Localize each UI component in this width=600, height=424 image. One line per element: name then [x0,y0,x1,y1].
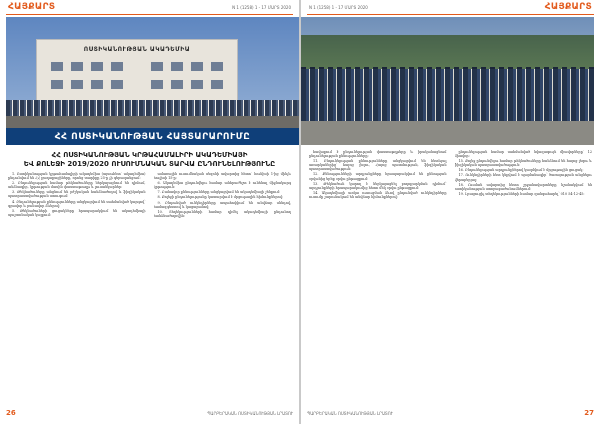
parade-ground [301,121,594,145]
window [71,62,83,71]
paragraph: 18. Ուսման ավարտից հետո շրջանավարտները նշանակվում են ոստիկանության ստորաբաժանումներում: [454,182,592,191]
paragraph: 5. Թեկնածուների ցուցակները հրապարակվում են ակադեմիայի պաշտոնական կայքում: [8,208,146,217]
paragraph: 4. Ընդունելության քննությունները անցկացվում են սահմանված կարգով՝ գրավոր և բանավոր ձևերով: [8,199,146,208]
paragraph: 11. Ընդունելության քննությունները անցկացվում են հետևյալ առարկաներից՝ հայոց լեզու, Հայոց պատմություն, ֆիզիկական պատրաստվածություն: [309,159,447,172]
window [91,62,103,71]
paragraph: 10. Տեղեկությունների համար դիմել ակադեմիայի ընդունող հանձնաժողովին: [153,209,291,218]
building-sign: ՈՍՏԻԿԱՆՈՒԹՅԱՆ ԱԿԱԴԵՄԻԱ [83,46,191,53]
window [191,62,203,71]
issue-info: N 1 (1258) 1 - 17 ՄԱՐՏ 2020 [309,4,368,10]
paragraph: 8. Քոլեջի ընդունելությունը կատարվում է մրցութային հիմունքներով: [157,195,284,200]
article-title [6,151,293,169]
article-column-2 [455,150,593,402]
page-number: 27 [584,409,594,417]
article-column-2 [154,172,292,402]
header-rule [307,14,594,15]
paragraph: 3. Թեկնածուները անցնում են բժշկական հանձնաժողով և ֆիզիկական պատրաստվածության ստուգում: [8,190,146,199]
paragraph: 2. Ընդունելության համար թեկնածուները ներկայացնում են դիմում, անձնագիր, կրթության մասին փաստաթուղթ և լուսանկարներ: [8,181,146,190]
window [71,80,83,89]
paragraph: 17. Ունկնդիրների հետ կնքվում է պայմանագիր՝ ծառայության անցնելու վերաբերյալ: [454,173,592,182]
paragraph: 16. Ընդունելության արդյունքներով կազմվում է մրցութային ցուցակ: [458,168,584,173]
paragraph: 15. Քոլեջ ընդունվելու համար թեկնածուները հանձնում են հայոց լեզու և ֆիզիկական պատրաստվածություն: [454,159,592,168]
window [191,80,203,89]
right-page [301,0,600,424]
window [151,62,163,71]
window [171,80,183,89]
article-column-1 [309,150,447,402]
academy-building-photo [6,17,299,140]
page-footer [307,408,594,418]
paragraph: 9. Ընդունված ունկնդիրները ապահովվում են անվճար սննդով, համազգեստով և կացարանով: [153,200,291,209]
paragraph: 7. Բանավոր քննությունները անցկացվում են ակադեմիայի շենքում: [157,190,281,195]
paragraph: 19. Լրացուցիչ տեղեկությունների համար զանգահարել՝ 010 54-12-45: [458,191,585,196]
article-columns [309,150,592,402]
footer-text: ՊԱՐԲԵՐԱԿԱՆ ՈՍՏԻԿԱՆՈՒԹՅԱՆ ԼՐԱՏՈՒ [307,410,393,416]
paragraph: 12. Քննությունների արդյունքները հրապարակվում են քննության օրվանից երեք օրվա ընթացքում: [309,172,447,181]
footer-text: ՊԱՐԲԵՐԱԿԱՆ ՈՍՏԻԿԱՆՈՒԹՅԱՆ ԼՐԱՏՈՒ [207,410,293,416]
header-rule [6,14,293,15]
paragraph: ամառային ուսումնական սեզոնի ավարտից հետո՝ հունիսի 1-ից մինչև հուլիսի 15-ը: [153,172,291,181]
window [111,80,123,89]
headline-banner [6,128,299,145]
window [51,62,63,71]
window [111,62,123,71]
paragraph: 13. Թեկնածուն կարող է ներկայացնել բողոքարկման դիմում՝ արդյունքների հրապարակումից հետո մեկ օրվա ընթացքում: [309,181,447,190]
headline-text: ՀՀ ՈՍՏԻԿԱՆՈՒԹՅԱՆ ՀԱՅՏԱՐԱՐՈՒՄԸ [54,131,251,142]
article-columns [8,172,291,402]
left-page [0,0,299,424]
police-formation-photo [301,17,594,145]
magazine-logo: ՀԱՅՔԱՐՏ [544,2,592,12]
paragraph: 1. Ոստիկանության կրթահամալիրի ակադեմիա (այսուհետ՝ ակադեմիա) ընդունվում են ՀՀ քաղաքացիները, որոնց տարիքը 25-ը չի գերազանցում: [8,172,146,181]
page-header [0,0,299,14]
window [151,80,163,89]
page-header [301,0,600,14]
page-number: 26 [6,409,16,417]
paragraph: հավաքում է ընդունելության փաստաթղթերը և իրականացնում ընդունելության քննությունները: [309,150,447,159]
officers-formation [301,69,594,121]
article-title-line2: ԵՎ ՔՈԼԵՋԻ 2019/2020 ՈՒՍՈՒՄՆԱԿԱՆ ՏԱՐՎԱ ԸՆԴՈՒՆԵԼՈՒԹՅՈՒՆԸ [23,160,276,168]
article-title-line1: ՀՀ ՈՍՏԻԿԱՆՈՒԹՅԱՆ ԿՐԹԱՀԱՄԱԼԻՐԻ ԱԿԱԴԵՄԻԱՅԻ [51,151,248,159]
page-footer [6,408,293,418]
paragraph: 14. Ակադեմիայի առկա ուսուցման ձևով ընդունված ունկնդիրները ուսումը շարունակում են անվճար հիմունքներով: [309,190,447,199]
window [51,80,63,89]
magazine-logo: ՀԱՅՔԱՐՏ [8,2,56,12]
paragraph: ընդունելության համար սահմանված նվազագույն միավորները՝ 12 միավոր: [454,150,592,159]
article-column-1 [8,172,146,402]
window [171,62,183,71]
window [211,62,223,71]
paragraph: 6. Ակադեմիա ընդունվելու համար անհրաժեշտ է ունենալ միջնակարգ կրթություն: [153,181,291,190]
issue-info: N 1 (1258) 1 - 17 ՄԱՐՏ 2020 [232,4,291,10]
window [211,80,223,89]
window [91,80,103,89]
